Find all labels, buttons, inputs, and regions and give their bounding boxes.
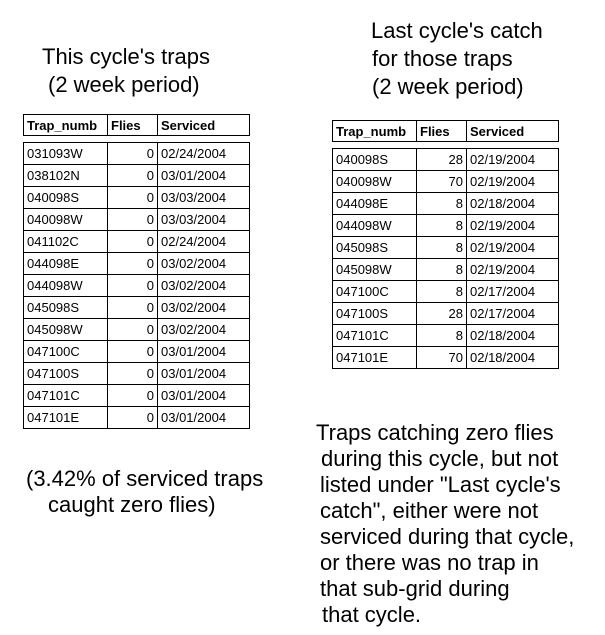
flies-cell: 8 xyxy=(417,193,467,215)
serviced-date-cell: 03/03/2004 xyxy=(158,187,250,209)
this-cycle-heading-line1: This cycle's traps xyxy=(42,44,211,69)
trap-number-cell: 038102N xyxy=(24,165,108,187)
table-row xyxy=(24,407,250,429)
table-header-row xyxy=(333,121,559,142)
trap-number-cell: 047100S xyxy=(333,303,417,325)
flies-cell: 8 xyxy=(417,281,467,303)
serviced-date-cell: 03/01/2004 xyxy=(158,407,250,429)
table-row xyxy=(333,149,559,171)
table-row xyxy=(333,281,559,303)
trap-number-cell: 047100S xyxy=(24,363,108,385)
column-header: Serviced xyxy=(158,115,250,136)
explanation-line: listed under "Last cycle's xyxy=(320,472,561,497)
table-row xyxy=(333,237,559,259)
table-row xyxy=(24,275,250,297)
trap-number-cell: 045098W xyxy=(333,259,417,281)
header-gap xyxy=(24,136,250,143)
flies-cell: 0 xyxy=(108,209,158,231)
serviced-date-cell: 03/01/2004 xyxy=(158,341,250,363)
serviced-date-cell: 03/01/2004 xyxy=(158,363,250,385)
explanation-line: or there was no trap in xyxy=(320,550,539,575)
table-row xyxy=(333,325,559,347)
table-row xyxy=(24,231,250,253)
serviced-date-cell: 03/02/2004 xyxy=(158,297,250,319)
last-cycle-catch-table xyxy=(332,120,559,369)
explanation-line: Traps catching zero flies xyxy=(316,420,554,445)
table-row xyxy=(333,215,559,237)
table-row xyxy=(333,259,559,281)
trap-number-cell: 047101C xyxy=(24,385,108,407)
table-row xyxy=(24,209,250,231)
serviced-date-cell: 02/17/2004 xyxy=(467,281,559,303)
flies-cell: 0 xyxy=(108,275,158,297)
trap-number-cell: 031093W xyxy=(24,143,108,165)
trap-number-cell: 045098S xyxy=(333,237,417,259)
flies-cell: 0 xyxy=(108,165,158,187)
serviced-date-cell: 02/18/2004 xyxy=(467,325,559,347)
table-row xyxy=(24,253,250,275)
explanation-line: serviced during that cycle, xyxy=(320,524,575,549)
flies-cell: 0 xyxy=(108,363,158,385)
column-header: Trap_numb xyxy=(333,121,417,142)
flies-cell: 70 xyxy=(417,171,467,193)
trap-number-cell: 040098W xyxy=(24,209,108,231)
trap-number-cell: 047100C xyxy=(333,281,417,303)
table-row xyxy=(24,143,250,165)
flies-cell: 70 xyxy=(417,347,467,369)
flies-cell: 8 xyxy=(417,259,467,281)
trap-number-cell: 044098W xyxy=(333,215,417,237)
serviced-date-cell: 02/19/2004 xyxy=(467,259,559,281)
column-header: Flies xyxy=(108,115,158,136)
table-row xyxy=(24,297,250,319)
this-cycle-traps-body xyxy=(24,115,250,429)
serviced-date-cell: 03/02/2004 xyxy=(158,275,250,297)
trap-number-cell: 040098S xyxy=(333,149,417,171)
table-row xyxy=(24,341,250,363)
flies-cell: 28 xyxy=(417,149,467,171)
header-gap xyxy=(333,142,559,149)
explanation-line: catch", either were not xyxy=(320,498,539,523)
serviced-date-cell: 03/01/2004 xyxy=(158,385,250,407)
flies-cell: 8 xyxy=(417,325,467,347)
last-cycle-catch-body xyxy=(333,121,559,369)
flies-cell: 0 xyxy=(108,341,158,363)
this-cycle-traps-table xyxy=(23,114,250,429)
trap-number-cell: 044098E xyxy=(24,253,108,275)
flies-cell: 8 xyxy=(417,215,467,237)
flies-cell: 0 xyxy=(108,143,158,165)
table-header-row xyxy=(24,115,250,136)
explanation-line: during this cycle, but not xyxy=(321,446,559,471)
column-header: Flies xyxy=(417,121,467,142)
serviced-date-cell: 03/03/2004 xyxy=(158,209,250,231)
flies-cell: 0 xyxy=(108,253,158,275)
serviced-date-cell: 02/19/2004 xyxy=(467,215,559,237)
last-cycle-heading-line3: (2 week period) xyxy=(372,74,524,99)
trap-number-cell: 040098S xyxy=(24,187,108,209)
table-row xyxy=(24,363,250,385)
trap-number-cell: 047101C xyxy=(333,325,417,347)
last-cycle-heading-line2: for those traps xyxy=(372,46,513,71)
zero-flies-percent-note-line1: (3.42% of serviced traps xyxy=(26,466,264,491)
serviced-date-cell: 02/24/2004 xyxy=(158,143,250,165)
flies-cell: 0 xyxy=(108,385,158,407)
trap-number-cell: 041102C xyxy=(24,231,108,253)
serviced-date-cell: 03/02/2004 xyxy=(158,253,250,275)
serviced-date-cell: 02/19/2004 xyxy=(467,171,559,193)
column-header: Serviced xyxy=(467,121,559,142)
column-header: Trap_numb xyxy=(24,115,108,136)
serviced-date-cell: 02/19/2004 xyxy=(467,149,559,171)
table-row xyxy=(333,303,559,325)
serviced-date-cell: 02/18/2004 xyxy=(467,193,559,215)
this-cycle-heading-line2: (2 week period) xyxy=(48,72,200,97)
table-row xyxy=(24,319,250,341)
trap-number-cell: 047101E xyxy=(333,347,417,369)
table-row xyxy=(24,165,250,187)
serviced-date-cell: 02/24/2004 xyxy=(158,231,250,253)
serviced-date-cell: 03/01/2004 xyxy=(158,165,250,187)
serviced-date-cell: 02/19/2004 xyxy=(467,237,559,259)
table-row xyxy=(333,171,559,193)
trap-number-cell: 047101E xyxy=(24,407,108,429)
explanation-line: that sub-grid during xyxy=(320,576,510,601)
trap-number-cell: 045098W xyxy=(24,319,108,341)
explanation-line: that cycle. xyxy=(322,602,422,627)
zero-flies-percent-note-line2: caught zero flies) xyxy=(48,492,216,517)
trap-number-cell: 045098S xyxy=(24,297,108,319)
trap-number-cell: 044098E xyxy=(333,193,417,215)
flies-cell: 0 xyxy=(108,187,158,209)
table-row xyxy=(333,347,559,369)
serviced-date-cell: 02/18/2004 xyxy=(467,347,559,369)
trap-number-cell: 047100C xyxy=(24,341,108,363)
trap-number-cell: 040098W xyxy=(333,171,417,193)
table-row xyxy=(333,193,559,215)
last-cycle-heading-line1: Last cycle's catch xyxy=(371,18,543,43)
table-row xyxy=(24,385,250,407)
serviced-date-cell: 02/17/2004 xyxy=(467,303,559,325)
flies-cell: 8 xyxy=(417,237,467,259)
flies-cell: 28 xyxy=(417,303,467,325)
table-row xyxy=(24,187,250,209)
serviced-date-cell: 03/02/2004 xyxy=(158,319,250,341)
flies-cell: 0 xyxy=(108,319,158,341)
trap-number-cell: 044098W xyxy=(24,275,108,297)
flies-cell: 0 xyxy=(108,231,158,253)
flies-cell: 0 xyxy=(108,297,158,319)
flies-cell: 0 xyxy=(108,407,158,429)
